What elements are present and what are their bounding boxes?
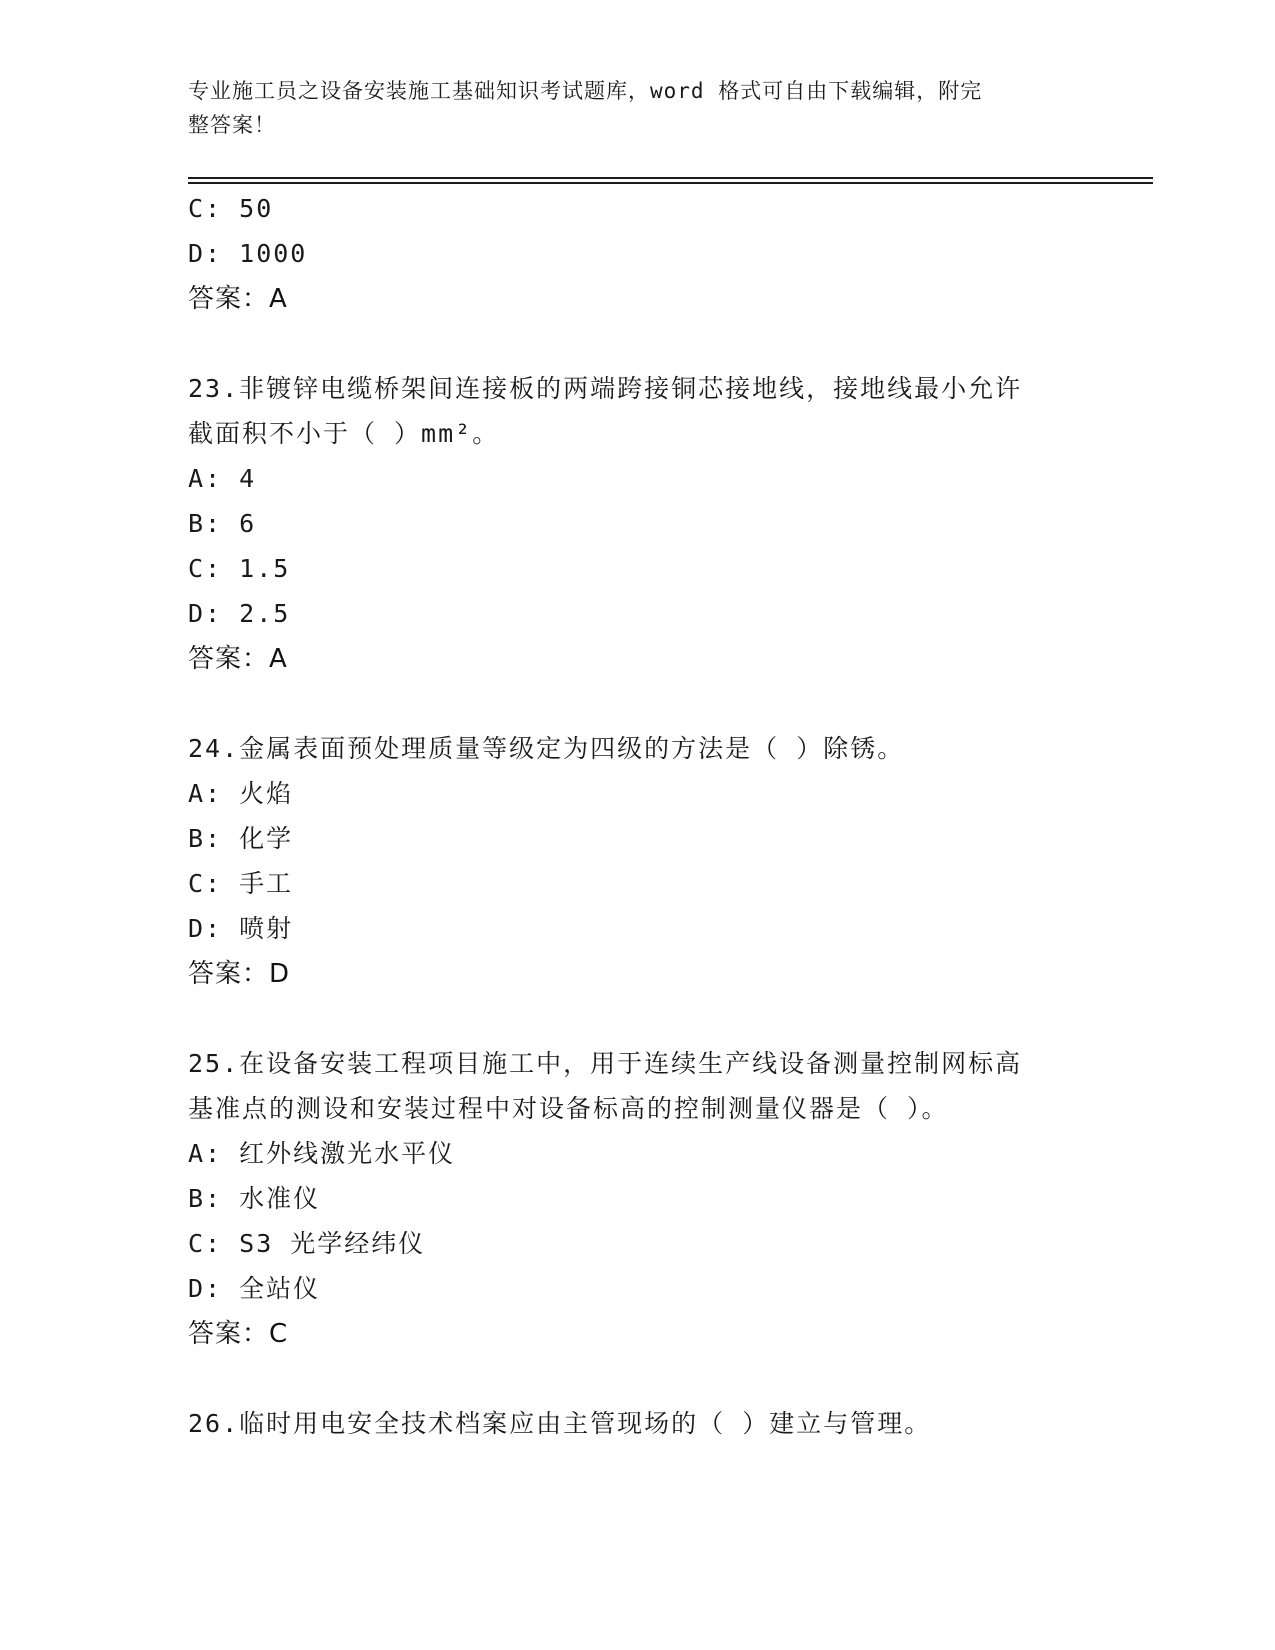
header-rule-bottom <box>188 182 1153 184</box>
q26-stem-line-1: 26.临时用电安全技术档案应由主管现场的（ ）建立与管理。 <box>188 1409 932 1438</box>
header-rule-top <box>188 177 1153 179</box>
q22-option-d: D: 1000 <box>188 239 308 268</box>
q24-option-b: B: 化学 <box>188 824 294 853</box>
q23-answer: 答案：A <box>188 644 288 674</box>
q23-option-b: B: 6 <box>188 509 257 538</box>
q24-answer: 答案：D <box>188 959 291 989</box>
q23-stem-line-2: 截面积不小于（ ）mm²。 <box>188 419 500 448</box>
q25-option-d: D: 全站仪 <box>188 1274 321 1303</box>
q22-option-c: C: 50 <box>188 194 274 223</box>
q25-stem-line-1: 25.在设备安装工程项目施工中，用于连续生产线设备测量控制网标高 <box>188 1049 1023 1078</box>
q22-answer: 答案：A <box>188 284 288 314</box>
q25-stem-line-2: 基准点的测设和安装过程中对设备标高的控制测量仪器是（ ）。 <box>188 1094 949 1123</box>
q25-option-c: C: S3 光学经纬仪 <box>188 1229 426 1258</box>
q25-answer: 答案：C <box>188 1319 289 1349</box>
q25-option-a: A: 红外线激光水平仪 <box>188 1139 456 1168</box>
header-line-2: 整答案！ <box>188 113 276 137</box>
q23-option-c: C: 1.5 <box>188 554 291 583</box>
document-header <box>188 74 1068 142</box>
q24-option-c: C: 手工 <box>188 869 294 898</box>
q23-stem-line-1: 23.非镀锌电缆桥架间连接板的两端跨接铜芯接地线，接地线最小允许 <box>188 374 1023 403</box>
q23-option-a: A: 4 <box>188 464 257 493</box>
q24-option-a: A: 火焰 <box>188 779 294 808</box>
q25-option-b: B: 水准仪 <box>188 1184 321 1213</box>
q23-option-d: D: 2.5 <box>188 599 291 628</box>
q24-option-d: D: 喷射 <box>188 914 294 943</box>
q24-stem-line-1: 24.金属表面预处理质量等级定为四级的方法是（ ）除锈。 <box>188 734 905 763</box>
header-line-1: 专业施工员之设备安装施工基础知识考试题库，word 格式可自由下载编辑，附完 <box>188 79 983 103</box>
